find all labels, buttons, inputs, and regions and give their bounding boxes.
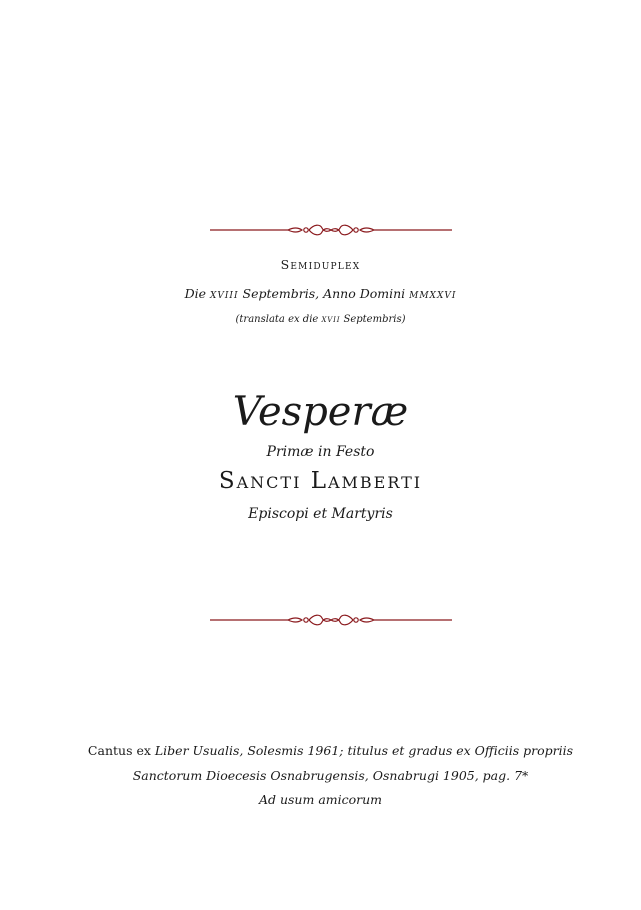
feast-date xyxy=(0,286,641,301)
usage-note: Ad usum amicorum xyxy=(258,792,383,807)
translation-day: xvii xyxy=(321,314,341,325)
source-prefix: Cantus ex xyxy=(87,743,155,758)
date-day: xviii xyxy=(209,286,239,301)
date-middle: Septembris, Anno Domini xyxy=(238,286,410,301)
source-citation: Liber Usualis, Solesmis 1961; titulus et gradus ex Officiis propriis Sanctorum Dioecesis Osnabrugensis, Osnabrugi 1905, pag. 7* xyxy=(132,743,574,783)
rank-label: Semiduplex xyxy=(280,257,361,272)
top-flourish-divider-icon xyxy=(210,223,452,237)
office-title: Vesperæ xyxy=(232,389,409,435)
date-prefix: Die xyxy=(184,286,210,301)
translation-note xyxy=(0,314,641,325)
translation-suffix: Septembris) xyxy=(340,314,406,325)
bottom-flourish-divider-icon xyxy=(210,613,452,627)
source-note xyxy=(70,738,591,788)
office-subtitle: Primæ in Festo xyxy=(266,444,375,460)
saint-title: Episcopi et Martyris xyxy=(248,506,393,522)
translation-prefix: (translata ex die xyxy=(235,314,322,325)
date-year: mmxxvi xyxy=(409,286,457,301)
saint-name: Sancti Lamberti xyxy=(218,468,423,494)
